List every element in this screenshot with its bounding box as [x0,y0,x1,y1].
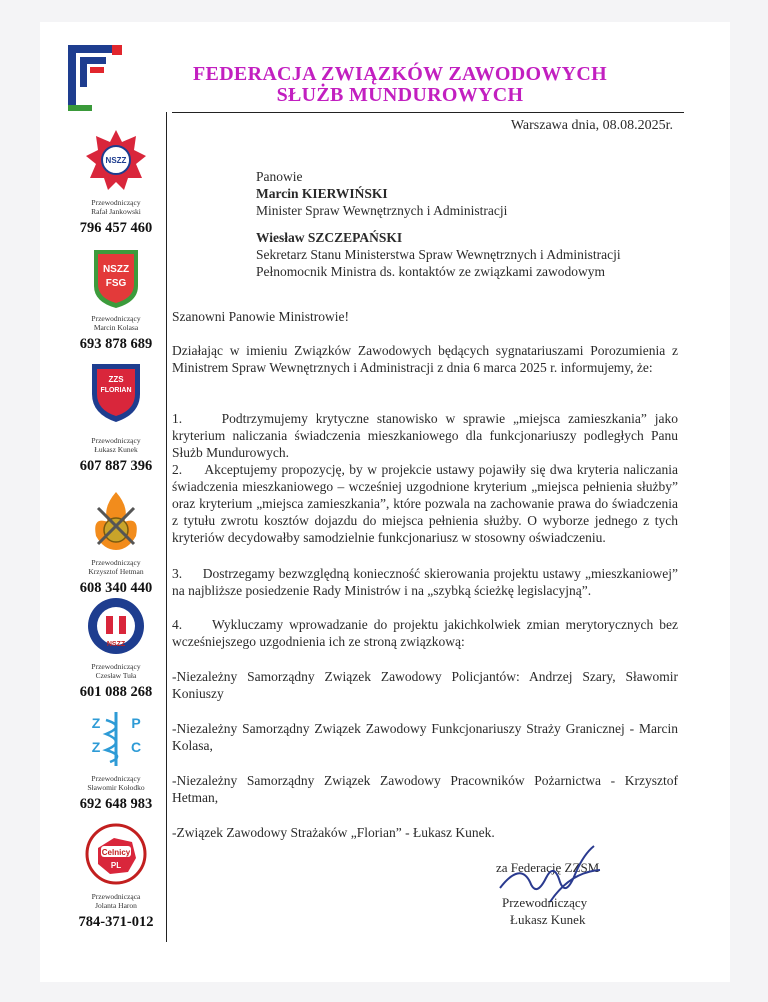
svg-text:FLORIAN: FLORIAN [100,387,132,394]
contact-role: Przewodniczący [91,314,141,323]
contact-name: Łukasz Kunek [94,445,138,454]
recipient-2-title-1: Sekretarz Stanu Ministerstwa Spraw Wewnętrznych i Administracji [256,247,621,262]
svg-text:NSZZ: NSZZ [102,264,130,275]
sidebar-contact-2 [70,314,162,353]
sidebar-contact-6 [70,774,162,813]
intro-paragraph: Działając w imieniu Związków Zawodowych będących sygnatariuszami Porozumienia z Ministrem Spraw Wewnętrznych i Administracji z dnia 6 marca 2025 r. informujemy, że: [172,343,678,375]
union-item-4: -Związek Zawodowy Strażaków „Florian” - Łukasz Kunek. [172,825,495,840]
recipient-1-title: Minister Spraw Wewnętrznych i Administracji [256,203,508,218]
contact-phone: 796 457 460 [79,220,153,236]
union-item-3: -Niezależny Samorządny Związek Zawodowy Pracowników Pożarnictwa - Krzysztof Hetman, [172,773,678,805]
florian-union-emblem-icon [84,360,148,424]
recipient-1-name: Marcin KIERWIŃSKI [256,186,388,201]
recipient-2-title-2: Pełnomocnik Ministra ds. kontaktów ze związkami zawodowym [256,264,606,279]
svg-text:NSZZ: NSZZ [106,641,126,648]
point-1: 1. Podtrzymujemy krytyczne stanowisko w sprawie „miejsca zamieszkania” jako kryterium naliczania świadczenia mieszkaniowego dla funkcjonariuszy podległych Panu Służb Mundurowych. [172,411,678,460]
contact-name: Marcin Kolasa [93,323,139,332]
prison-service-union-emblem-icon [84,594,148,658]
contact-role: Przewodnicząca [91,892,141,901]
svg-text:ZZS: ZZS [108,375,124,384]
sidebar-contact-4 [70,558,162,597]
salutation: Szanowni Panowie Ministrowie! [172,309,349,324]
contact-phone: 784-371-012 [78,914,154,930]
sidebar-contact-5 [70,662,162,701]
recipient-2-name: Wiesław SZCZEPAŃSKI [256,230,403,245]
medical-union-emblem-icon [84,706,148,770]
contact-phone: 608 340 440 [79,580,153,596]
point-2: 2. Akceptujemy propozycję, by w projekcie ustawy pojawiły się dwa kryteria naliczania świadczenia mieszkaniowego – wcześniej uzgodnione kryterium „miejsca pełnienia służby” oraz kryterium „miejsca zamieszkania”, które pozwala na zachowanie prawa do świadczenia z tytułu zwrotu kosztów dojazdu do miejsca pełnienia służby. O wyborze jednego z tych kryteriów decydowałby samodzielnie funkcjonariusz w stosowny oświadczeniu. [172,462,678,545]
contact-role: Przewodniczący [91,558,141,567]
sidebar-contact-7 [70,892,162,931]
point-3: 3. Dostrzegamy bezwzględną konieczność skierowania projektu ustawy „mieszkaniowej” na najbliższe posiedzenie Rady Ministrów i na „szybką ścieżkę legislacyjną”. [172,566,678,598]
svg-text:NSZZ: NSZZ [105,156,127,165]
title-line-1: FEDERACJA ZWIĄZKÓW ZAWODOWYCH [193,63,607,85]
title-line-2: SŁUŻB MUNDUROWYCH [276,84,524,106]
contact-role: Przewodniczący [91,198,141,207]
sidebar-divider [166,112,167,942]
svg-text:P: P [131,715,141,731]
contact-role: Przewodniczący [91,662,141,671]
police-union-emblem-icon [84,128,148,192]
recipients-block [256,168,621,280]
contact-phone: 692 648 983 [79,796,153,812]
contact-phone: 607 887 396 [79,458,153,474]
border-guard-union-emblem-icon [84,246,148,310]
contact-role: Przewodniczący [91,436,141,445]
letter-date: Warszawa dnia, 08.08.2025r. [510,118,673,133]
contact-name: Krzysztof Hetman [88,567,144,576]
union-item-2: -Niezależny Samorządny Związek Zawodowy Funkcjonariuszy Straży Granicznej - Marcin Kolasa, [172,721,678,753]
recipients-heading: Panowie [256,169,303,184]
union-item-1: -Niezależny Samorządny Związek Zawodowy Policjantów: Andrzej Szary, Sławomir Koniuszy [172,669,678,701]
svg-text:FSG: FSG [105,278,127,289]
point-4: 4. Wykluczamy wprowadzanie do projektu jakichkolwiek zmian merytorycznych bez wcześniejszego uzgodnienia ich ze stroną związkową: [172,617,678,649]
contact-name: Jolanta Haron [95,901,137,910]
signature-line-2: Przewodniczący [502,895,588,910]
firefighters-union-emblem-icon [84,488,148,552]
contact-phone: 601 088 268 [79,684,153,700]
contact-role: Przewodniczący [91,774,141,783]
sidebar-contact-1 [70,198,162,237]
contact-name: Czesław Tuła [95,671,137,680]
svg-text:C: C [130,739,142,755]
customs-union-emblem-icon [84,822,148,886]
svg-text:Z: Z [91,715,101,731]
contact-name: Sławomir Kołodko [87,783,145,792]
contact-name: Rafał Jankowski [91,207,141,216]
svg-text:Celnicy: Celnicy [101,848,131,857]
signature-line-3: Łukasz Kunek [510,912,586,927]
svg-text:Z: Z [91,739,101,755]
federation-logo-icon [68,45,122,111]
contact-phone: 693 878 689 [79,336,153,352]
svg-text:PL: PL [110,861,122,870]
federation-title [120,64,680,106]
signature-line-1: za Federację ZZSM [496,860,600,875]
header-divider [172,112,684,113]
sidebar-contact-3 [70,436,162,475]
